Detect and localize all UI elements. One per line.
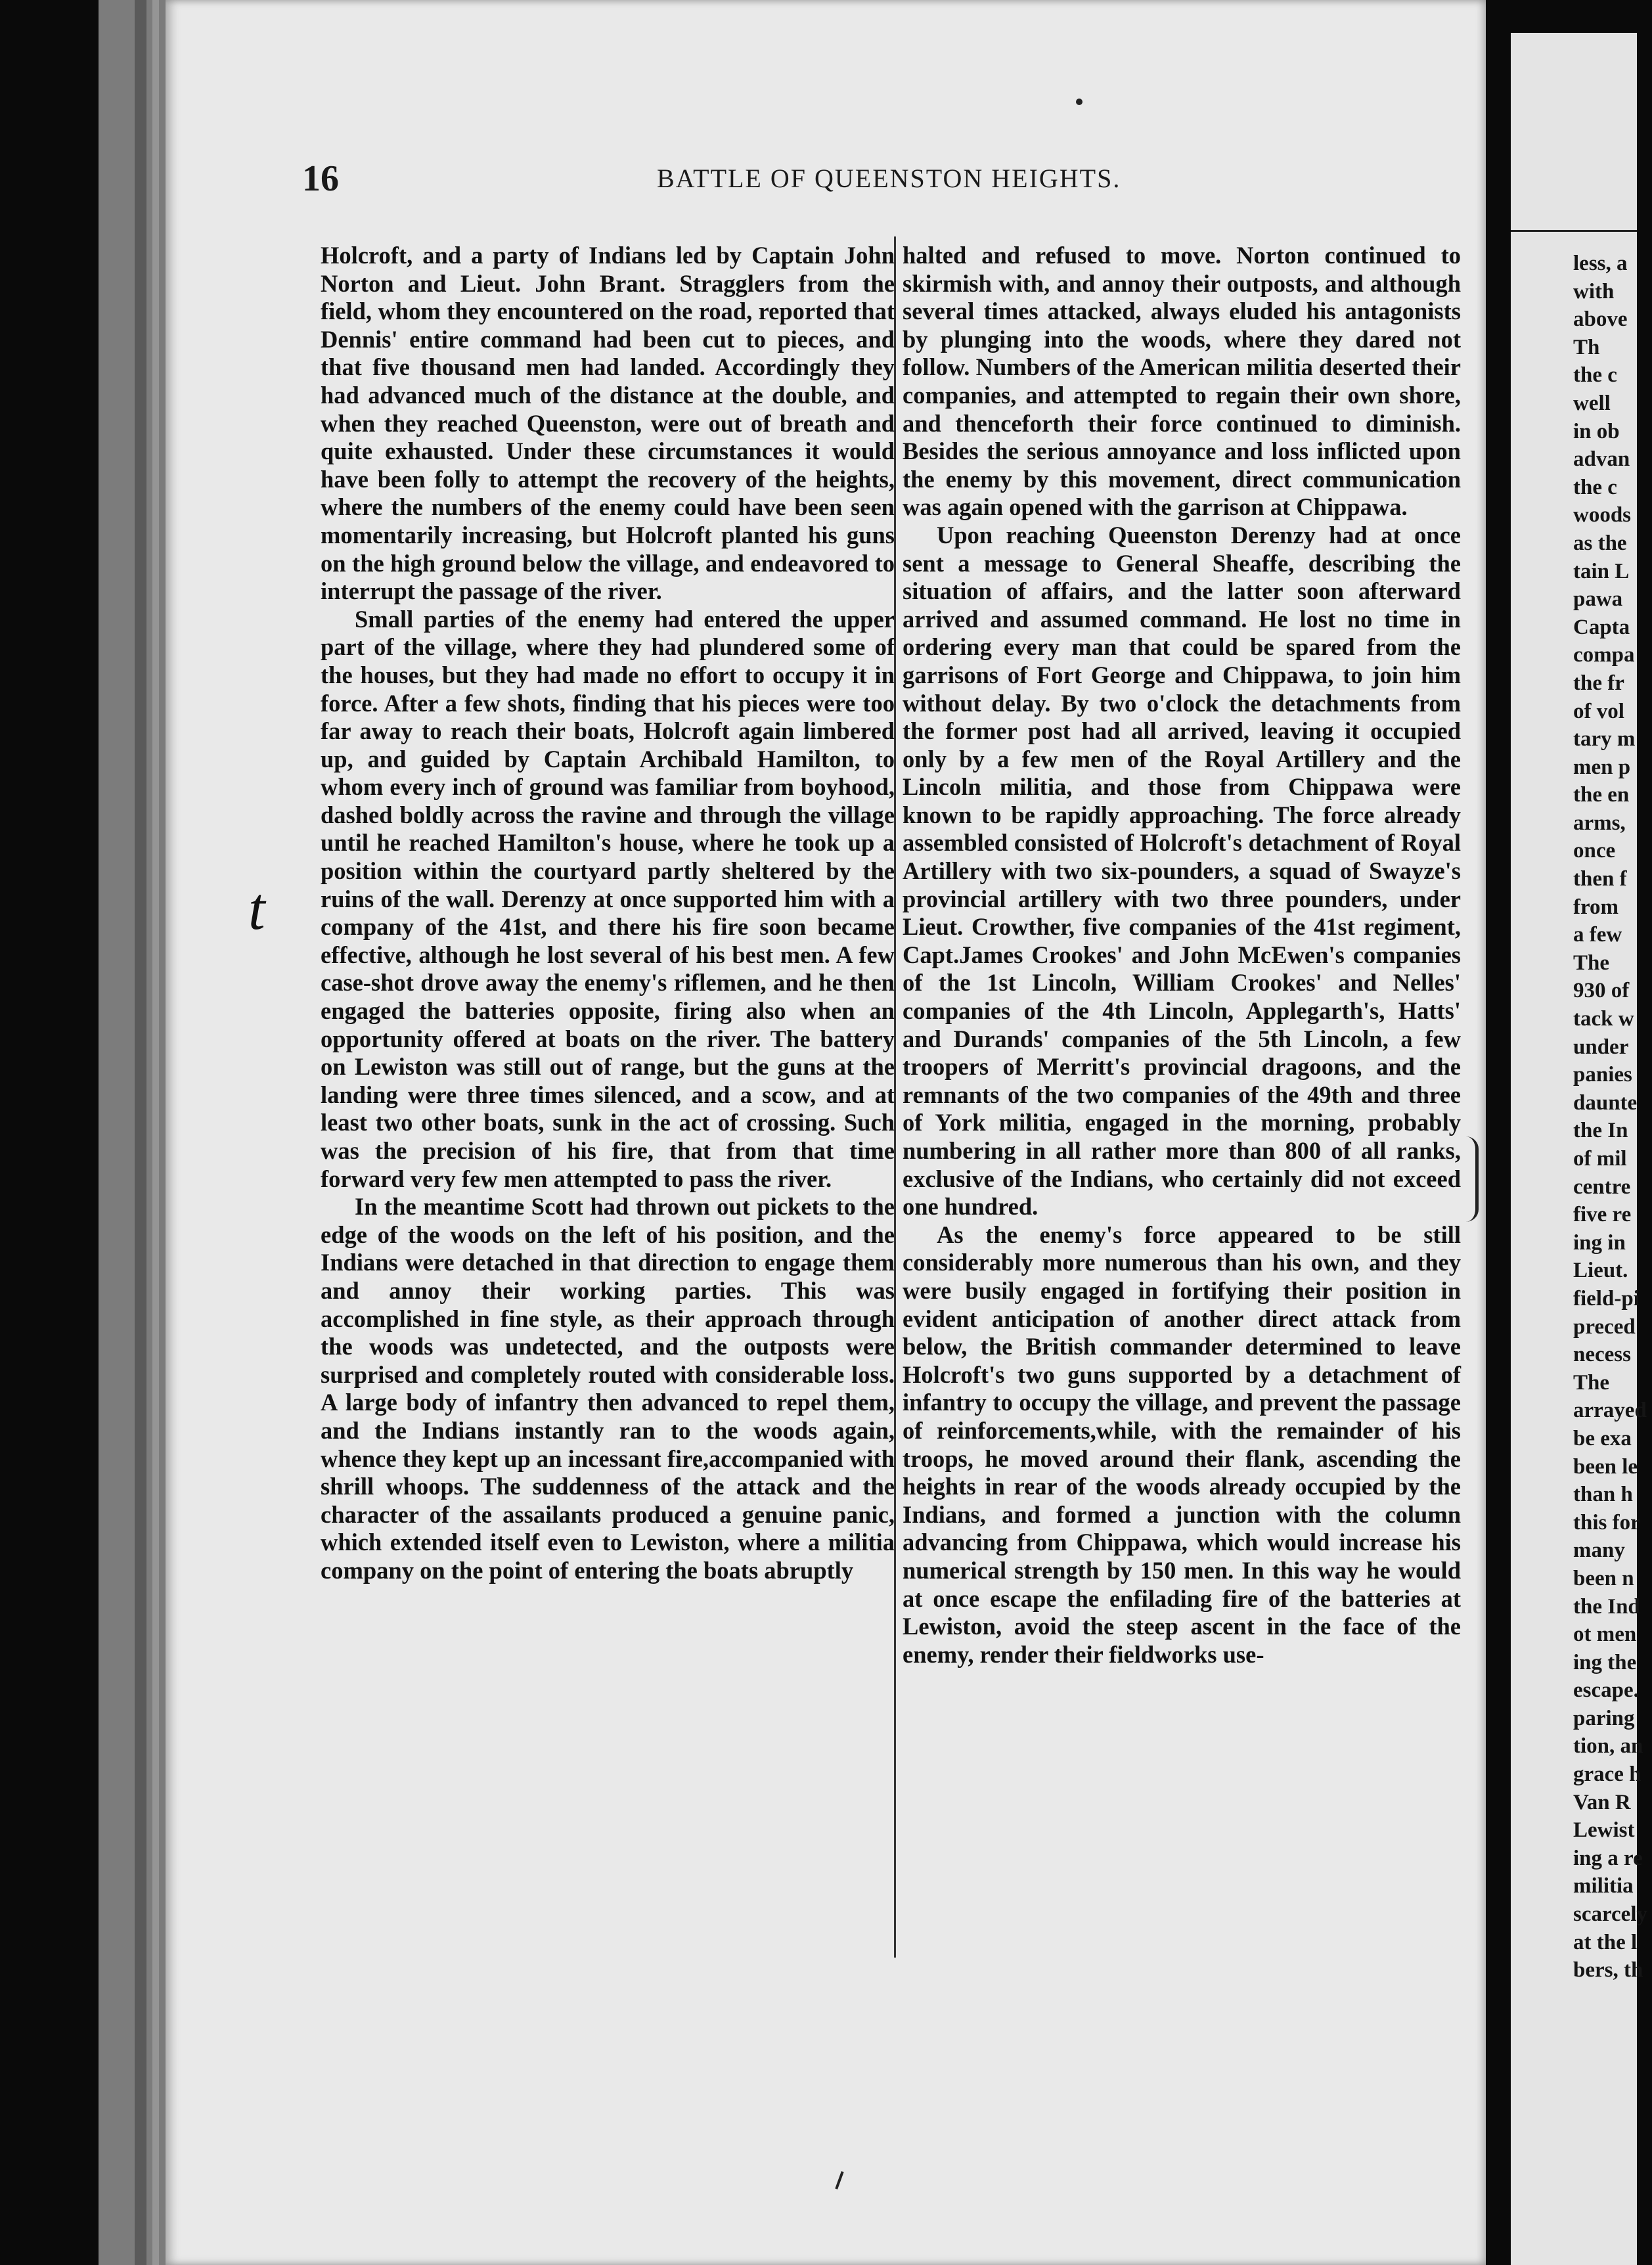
facing-page-line: bers, th (1573, 1958, 1643, 1983)
facing-page-line: with (1573, 279, 1615, 303)
facing-page-line: Capta (1573, 615, 1630, 639)
facing-page-line: the en (1573, 783, 1630, 807)
facing-page-line: tary m (1573, 727, 1636, 751)
facing-page-line: in ob (1573, 419, 1620, 443)
facing-page-line: been n (1573, 1566, 1634, 1590)
facing-page-line: a few (1573, 923, 1622, 947)
paragraph: In the meantime Scott had thrown out pickets to the edge of the woods on the left of his position, and the Indians were detached in that direction to engage them and annoy their working parties. This was accomplished in fine style, as their approach through the woods was undetected, and the outposts were surprised and completely routed with considerable loss. A large body of infantry then advanced to repel them, and the Indians instantly ran to the woods again, whence they kept up an incessant fire,accompanied with shrill whoops. The suddenness of the attack and the character of the assailants produced a genuine panic, which extended itself even to Lewiston, where a militia company on the point of entering the boats abruptly (321, 1193, 895, 1584)
facing-page-line: The (1573, 1370, 1610, 1395)
facing-page-text (1573, 250, 1652, 1985)
facing-page-line: centre (1573, 1175, 1631, 1199)
facing-page-line: paring (1573, 1706, 1635, 1730)
facing-page-line: arms, (1573, 811, 1626, 835)
page-number: 16 (302, 158, 339, 199)
facing-page-rule (1511, 230, 1637, 232)
facing-page-line: Lewist (1573, 1818, 1635, 1843)
running-head: BATTLE OF QUEENSTON HEIGHTS. (657, 164, 1121, 193)
facing-page-line: The (1573, 951, 1610, 975)
facing-page-line: arrayed (1573, 1399, 1647, 1423)
facing-page-line: the c (1573, 475, 1617, 499)
facing-page-line: tack w (1573, 1007, 1634, 1031)
facing-page-line: ing a re (1573, 1846, 1643, 1870)
facing-page-line: militia (1573, 1874, 1634, 1898)
facing-page-line: field-pi (1573, 1286, 1640, 1311)
facing-page-line: been le (1573, 1454, 1638, 1479)
facing-page-line: scarcely (1573, 1902, 1648, 1927)
facing-page-line: tion, an (1573, 1734, 1643, 1759)
facing-page-line: less, a (1573, 252, 1628, 275)
facing-page-line: as the (1573, 531, 1627, 555)
facing-page-line: panies (1573, 1063, 1632, 1087)
facing-page-line: pawa (1573, 587, 1623, 612)
left-column (321, 242, 895, 1585)
facing-page-line: the fr (1573, 671, 1624, 695)
facing-page-line: at the l (1573, 1930, 1638, 1954)
paragraph: Upon reaching Queenston Derenzy had at once sent a message to General Sheaffe, describing the situation of affairs, and the latter soon afterward arrived and assumed command. He lost no time in ordering every man that could be spared from the garrisons of Fort George and Chippawa, to join him without delay. By two o'clock the detachments from the former post had all arrived, leaving it occupied only by a few men of the Royal Artillery and the Lincoln militia, and those from Chippawa were known to be rapidly approaching. The force already assembled consisted of Holcroft's detachment of Royal Artillery with two six-pounders, a squad of Swayze's provincial artillery with two three pounders, under Lieut. Crowther, five companies of the 41st regiment, Capt.James Crookes' and John McEwen's companies of the 1st Lincoln, William Crookes' and Nelles' companies of the 4th Lincoln, Applegarth's, Hatts' and Durands' companies of the 5th Lincoln, a few troopers of Merritt's provincial dragoons, and the remnants of the two companies of the 49th and three of York militia, engaged in the morning, probably numbering in all rather more than 800 of all ranks, exclusive of the Indians, who certainly did not exceed one hundred. (903, 521, 1461, 1221)
facing-page-line: necess (1573, 1343, 1631, 1367)
facing-page-line: tain L (1573, 559, 1630, 583)
facing-page-line: the Ind (1573, 1594, 1640, 1619)
facing-page-line: of vol (1573, 699, 1624, 723)
paragraph: Holcroft, and a party of Indians led by Captain John Norton and Lieut. John Brant. Stragglers from the field, whom they encountered on the road, reported that Dennis' entire command had been cut to pieces, and that five thousand men had landed. Accordingly they had advanced much of the distance at the double, and when they reached Queenston, were out of breath and quite exhausted. Under these circumstances it would have been folly to attempt the recovery of the heights, where the numbers of the enemy could have been seen momentarily increasing, but Holcroft planted his guns on the high ground below the village, and endeavored to interrupt the passage of the river. (321, 242, 895, 605)
facing-page-line: than h (1573, 1483, 1633, 1507)
facing-page-line: of mil (1573, 1147, 1627, 1171)
facing-page-line: preced (1573, 1314, 1636, 1339)
facing-page-line: Van R (1573, 1790, 1631, 1814)
handwritten-bracket-mark (1466, 1136, 1479, 1222)
facing-page-line: advan (1573, 447, 1630, 472)
facing-page-line: above (1573, 307, 1628, 332)
facing-page-line: men p (1573, 755, 1631, 779)
facing-page-line: be exa (1573, 1426, 1632, 1450)
facing-page-line: Lieut. (1573, 1259, 1628, 1283)
facing-page-line: the In (1573, 1119, 1628, 1143)
handwritten-margin-mark: t (248, 875, 265, 942)
facing-page-line: this for (1573, 1510, 1640, 1535)
facing-page-line: once (1573, 839, 1616, 863)
paragraph: halted and refused to move. Norton continued to skirmish with, and annoy their outposts, and although several times attacked, always eluded his antagonists by plunging into the woods, where they dared not follow. Numbers of the American militia deserted their companies, and attempted to regain their own shore, and thenceforth their force continued to diminish. Besides the serious annoyance and loss inflicted upon the enemy by this movement, direct communication was again opened with the garrison at Chippawa. (903, 242, 1461, 521)
facing-page-line: ing in (1573, 1230, 1626, 1255)
facing-page-line: 930 of (1573, 979, 1630, 1003)
underlying-page-highlight (152, 0, 159, 2265)
facing-page-line: woods (1573, 503, 1632, 527)
paragraph: As the enemy's force appeared to be still considerably more numerous than his own, and they were busily engaged in fortifying their position in evident anticipation of another direct attack from below, the British commander determined to leave Holcroft's two guns supported by a detachment of infantry to occupy the village, and prevent the passage of reinforcements,while, with the remainder of his troops, he moved around their flank, ascending the heights in rear of the woods already occupied by the Indians, and formed a junction with the column advancing from Chippawa, which would increase his numerical strength by 150 men. In this way he would at once escape the enfilading fire of the batteries at Lewiston, avoid the steep ascent in the face of the enemy, render their fieldworks use- (903, 1221, 1461, 1668)
facing-page-line: well (1573, 391, 1611, 415)
facing-page-line: escape. (1573, 1678, 1639, 1703)
facing-page-line: many (1573, 1538, 1625, 1563)
facing-page-line: from (1573, 895, 1619, 919)
facing-page-line: the c (1573, 363, 1617, 388)
facing-page-line: then f (1573, 867, 1627, 891)
paragraph: Small parties of the enemy had entered the upper part of the village, where they had plundered some of the houses, but they had made no effort to occupy it in force. After a few shots, finding that his pieces were too far away to reach their boats, Holcroft again limbered up, and guided by Captain Archibald Hamilton, to whom every inch of ground was familiar from boyhood, dashed boldly across the ravine and through the village until he reached Hamilton's house, where he took up a position within the courtyard partly sheltered by the ruins of the wall. Derenzy at once supported him with a company of the 41st, and there his fire soon became effective, although he lost several of his best men. A few case-shot drove away the enemy's riflemen, and he then engaged the batteries opposite, firing also when an opportunity offered at boats on the river. The battery on Lewiston was still out of range, but the guns at the landing were three times silenced, and a scow, and at least two other boats, sunk in the act of crossing. Such was the precision of his fire, that from that time forward very few men attempted to pass the river. (321, 605, 895, 1192)
right-column (903, 242, 1461, 1669)
facing-page-line: five re (1573, 1203, 1632, 1227)
ink-speck (1076, 99, 1083, 105)
facing-page-line: Th (1573, 335, 1600, 359)
underlying-page-shadow (135, 0, 146, 2265)
facing-page-line: grace h (1573, 1762, 1641, 1787)
facing-page-line: ing the (1573, 1650, 1637, 1674)
facing-page-line: daunte (1573, 1090, 1638, 1115)
facing-page-line: under (1573, 1035, 1629, 1059)
facing-page-line: compa (1573, 643, 1635, 667)
facing-page-line: ot men (1573, 1623, 1637, 1647)
facing-page (1511, 33, 1648, 2265)
